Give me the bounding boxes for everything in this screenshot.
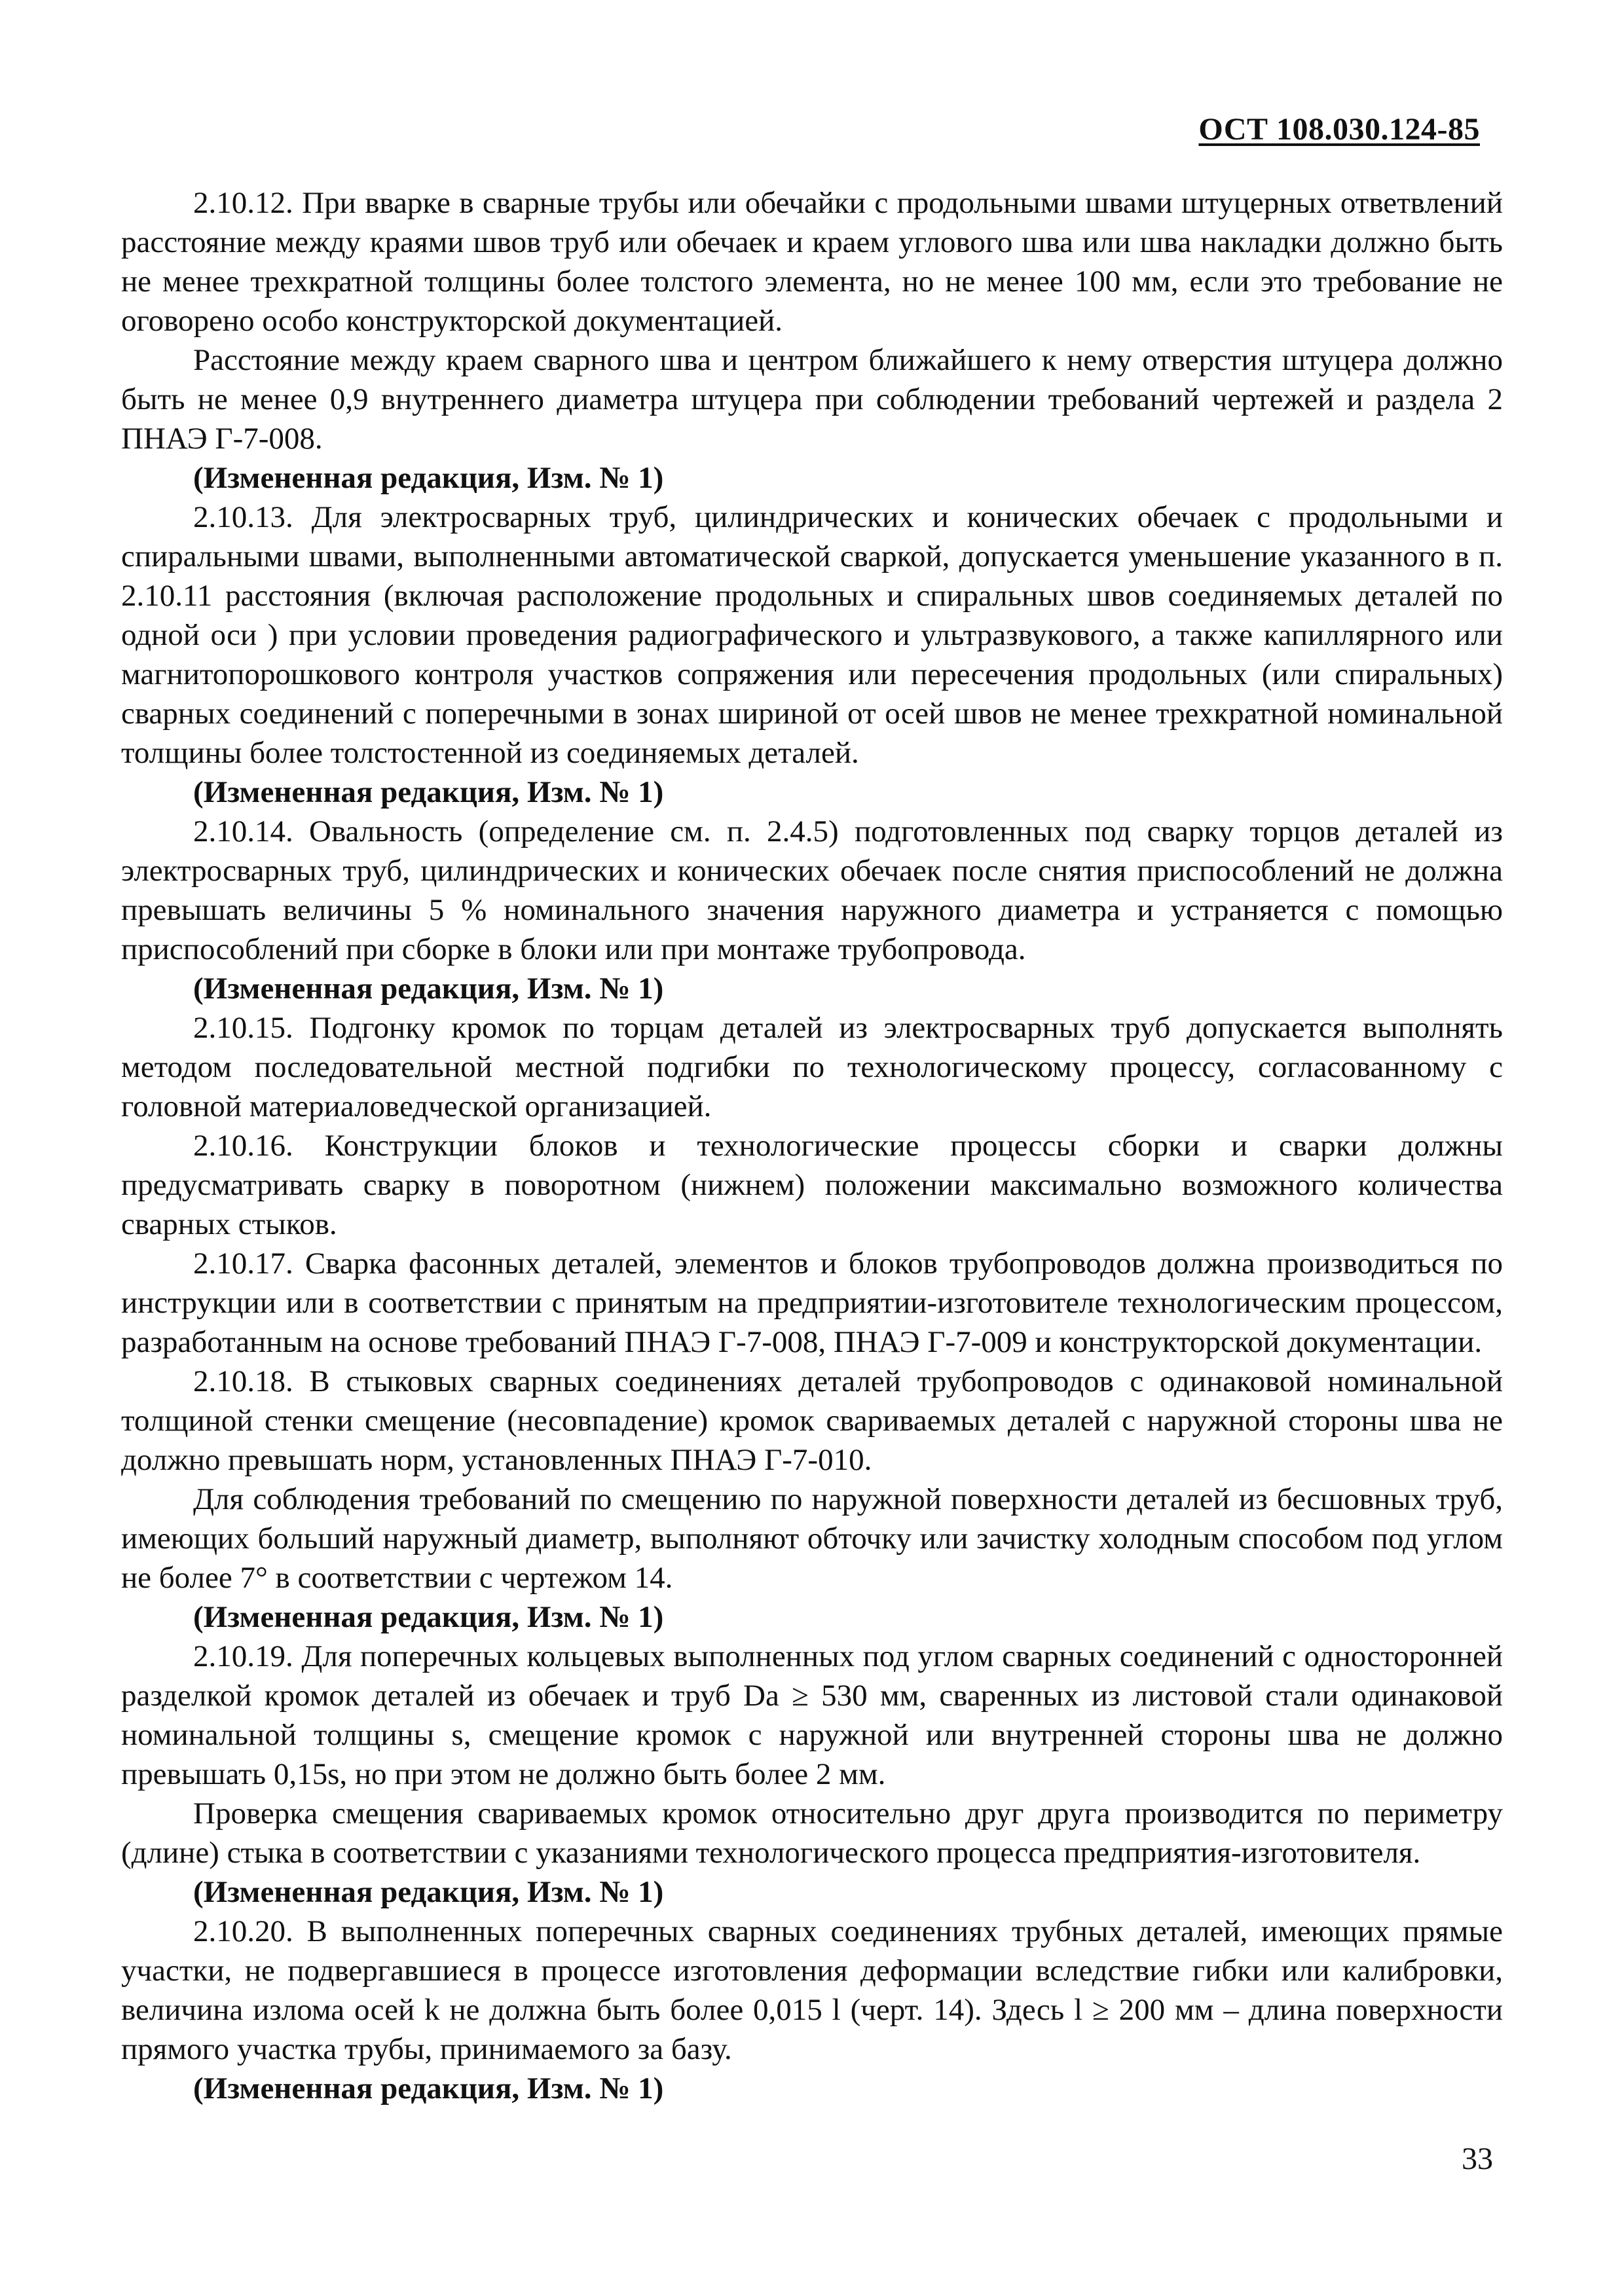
document-code-header: ОСТ 108.030.124-85	[1198, 112, 1480, 147]
paragraph-2-10-17: 2.10.17. Сварка фасонных деталей, элементов и блоков трубопроводов должна производиться по инструкции или в соответствии с принятым на предприятии-изготовителе технологическим процессом, разработанным на основе требований ПНАЭ Г-7-008, ПНАЭ Г-7-009 и конструкторской документации.	[121, 1247, 1503, 1359]
document-body	[121, 183, 1503, 2108]
paragraph-offset-requirements: Для соблюдения требований по смещению по наружной поверхности деталей из бесшовных труб, имеющих больший наружный диаметр, выполняют обточку или зачистку холодным способом под углом не более 7° в соответствии с чертежом 14.	[121, 1482, 1503, 1595]
paragraph-2-10-20: 2.10.20. В выполненных поперечных сварных соединениях трубных деталей, имеющих прямые участки, не подвергавшиеся в процессе изготовления деформации вследствие гибки или калибровки, величина излома осей k не должна быть более 0,015 l (черт. 14). Здесь l ≥ 200 мм – длина поверхности прямого участка трубы, принимаемого за базу.	[121, 1914, 1503, 2066]
paragraph-2-10-19: 2.10.19. Для поперечных кольцевых выполненных под углом сварных соединений с односторонней разделкой кромок деталей из обечаек и труб Da ≥ 530 мм, сваренных из листовой стали одинаковой номинальной толщины s, смещение кромок с наружной или внутренней стороны шва не должно превышать 0,15s, но при этом не должно быть более 2 мм.	[121, 1639, 1503, 1791]
amendment-note: (Измененная редакция, Изм. № 1)	[193, 775, 664, 809]
paragraph-2-10-15: 2.10.15. Подгонку кромок по торцам деталей из электросварных труб допускается выполнять методом последовательной местной подгибки по технологическому процессу, согласованному с головной материаловедческой организацией.	[121, 1011, 1503, 1123]
page-number: 33	[1462, 2141, 1493, 2176]
amendment-note: (Измененная редакция, Изм. № 1)	[193, 1875, 664, 1909]
paragraph-2-10-12: 2.10.12. При вварке в сварные трубы или обечайки с продольными швами штуцерных ответвлений расстояние между краями швов труб или обечаек и краем углового шва или шва накладки должно быть не менее трехкратной толщины более толстого элемента, но не менее 100 мм, если это требование не оговорено особо конструкторской документацией.	[121, 186, 1503, 338]
paragraph-2-10-13: 2.10.13. Для электросварных труб, цилиндрических и конических обечаек с продольными и спиральными швами, выполненными автоматической сваркой, допускается уменьшение указанного в п. 2.10.11 расстояния (включая расположение продольных и спиральных швов соединяемых деталей по одной оси ) при условии проведения радиографического и ультразвукового, а также капиллярного или магнитопорошкового контроля участков сопряжения или пересечения продольных (или спиральных) сварных соединений с поперечными в зонах шириной от осей швов не менее трехкратной номинальной толщины более толстостенной из соединяемых деталей.	[121, 500, 1503, 770]
paragraph-offset-check: Проверка смещения свариваемых кромок относительно друг друга производится по периметру (длине) стыка в соответствии с указаниями технологического процесса предприятия-изготовителя.	[121, 1796, 1503, 1870]
amendment-note: (Измененная редакция, Изм. № 1)	[193, 1600, 664, 1634]
paragraph-nozzle-distance: Расстояние между краем сварного шва и центром ближайшего к нему отверстия штуцера должно быть не менее 0,9 внутреннего диаметра штуцера при соблюдении требований чертежей и раздела 2 ПНАЭ Г-7-008.	[121, 343, 1503, 456]
amendment-note: (Измененная редакция, Изм. № 1)	[193, 461, 664, 495]
amendment-note: (Измененная редакция, Изм. № 1)	[193, 972, 664, 1006]
paragraph-2-10-16: 2.10.16. Конструкции блоков и технологические процессы сборки и сварки должны предусматривать сварку в поворотном (нижнем) положении максимально возможного количества сварных стыков.	[121, 1129, 1503, 1241]
paragraph-2-10-18: 2.10.18. В стыковых сварных соединениях деталей трубопроводов с одинаковой номинальной толщиной стенки смещение (несовпадение) кромок свариваемых деталей с наружной стороны шва не должно превышать норм, установленных ПНАЭ Г-7-010.	[121, 1364, 1503, 1477]
paragraph-2-10-14: 2.10.14. Овальность (определение см. п. 2.4.5) подготовленных под сварку торцов деталей из электросварных труб, цилиндрических и конических обечаек после снятия приспособлений не должна превышать величины 5 % номинального значения наружного диаметра и устраняется с помощью приспособлений при сборке в блоки или при монтаже трубопровода.	[121, 814, 1503, 966]
amendment-note: (Измененная редакция, Изм. № 1)	[193, 2071, 664, 2105]
